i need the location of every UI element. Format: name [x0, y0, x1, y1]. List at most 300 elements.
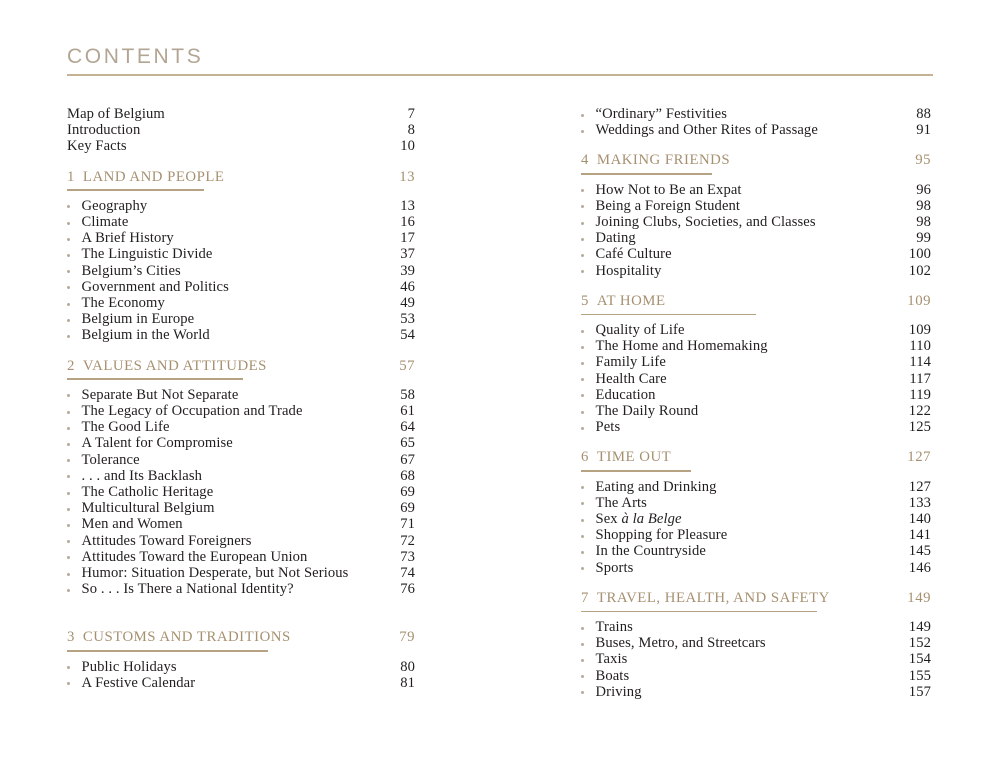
- bullet-dot: [67, 492, 70, 495]
- section-number: 5: [581, 292, 589, 309]
- toc-row: [581, 214, 931, 230]
- toc-entry-label: Tolerance: [81, 451, 140, 468]
- toc-entry-label: Joining Clubs, Societies, and Classes: [595, 214, 816, 231]
- toc-row: [67, 452, 415, 468]
- toc-page-number: 102: [908, 262, 931, 279]
- bullet-dot: [67, 556, 70, 559]
- toc-page-number: 61: [400, 403, 415, 420]
- toc-entry-label: Being a Foreign Student: [595, 197, 741, 214]
- toc-page-number: 76: [400, 581, 415, 598]
- toc-entry-label: How Not to Be an Expat: [595, 181, 742, 198]
- toc-entry-label: Health Care: [595, 370, 667, 387]
- bullet-icon: [67, 333, 82, 338]
- section-underline: [581, 470, 691, 472]
- toc-entry-label: Buses, Metro, and Streetcars: [595, 635, 766, 652]
- toc-entry-label: The Home and Homemaking: [595, 338, 768, 355]
- toc-entry-label: Pets: [595, 419, 621, 436]
- toc-row: [581, 338, 931, 354]
- toc-page-number: 46: [400, 278, 415, 295]
- bullet-icon: [581, 500, 596, 505]
- section-page-number: 127: [907, 449, 931, 466]
- toc-row: [67, 311, 415, 327]
- toc-entry-label: Sports: [595, 559, 634, 576]
- toc-row: [67, 279, 415, 295]
- section-page-number: 149: [907, 589, 931, 606]
- bullet-dot: [581, 346, 584, 349]
- toc-page-number: 69: [400, 484, 415, 501]
- toc-page-number: 69: [400, 500, 415, 517]
- toc-entry-label: In the Countryside: [595, 543, 706, 560]
- bullet-dot: [67, 524, 70, 527]
- toc-row: [581, 419, 931, 435]
- toc-row: [581, 527, 931, 543]
- toc-entry-label: Dating: [595, 230, 636, 247]
- toc-row: [67, 122, 415, 138]
- bullet-icon: [67, 317, 82, 322]
- toc-row: [581, 354, 931, 370]
- toc-page-number: 122: [908, 403, 931, 420]
- bullet-icon: [581, 625, 596, 630]
- toc-page-number: 71: [400, 516, 415, 533]
- toc-page-number: 146: [908, 559, 931, 576]
- toc-row: [67, 138, 415, 154]
- toc-page-number: 49: [400, 295, 415, 312]
- section-title: AT HOME: [596, 292, 666, 309]
- toc-column-right: [581, 106, 931, 700]
- bullet-icon: [581, 641, 596, 646]
- bullet-icon: [67, 220, 82, 225]
- toc-page-number: 8: [407, 122, 415, 139]
- bullet-icon: [581, 328, 596, 333]
- toc-page-number: 119: [909, 386, 931, 403]
- section-underline: [581, 173, 712, 175]
- toc-entry-label: The Economy: [81, 295, 165, 312]
- toc-page-number: 88: [916, 106, 931, 122]
- bullet-dot: [67, 411, 70, 414]
- toc-page-number: 114: [909, 354, 931, 371]
- toc-row: [67, 295, 415, 311]
- bullet-dot: [581, 378, 584, 381]
- bullet-dot: [67, 540, 70, 543]
- bullet-dot: [581, 535, 584, 538]
- bullet-icon: [581, 517, 596, 522]
- toc-page-number: 140: [908, 511, 931, 528]
- toc-page-number: 145: [908, 543, 931, 560]
- section-page-number: 95: [915, 152, 931, 169]
- toc-entry-label: . . . and Its Backlash: [81, 467, 203, 484]
- toc-row: [67, 198, 415, 214]
- section-heading-line: [67, 629, 415, 645]
- section-title: TRAVEL, HEALTH, AND SAFETY: [596, 589, 830, 606]
- toc-row: [67, 246, 415, 262]
- bullet-icon: [581, 409, 596, 414]
- bullet-dot: [581, 114, 584, 117]
- bullet-dot: [581, 411, 584, 414]
- page-title: CONTENTS: [67, 45, 204, 68]
- toc-column-left: [67, 106, 415, 691]
- bullet-icon: [581, 425, 596, 430]
- bullet-dot: [67, 475, 70, 478]
- bullet-dot: [581, 486, 584, 489]
- bullet-dot: [67, 443, 70, 446]
- section-number: 4: [581, 152, 589, 169]
- toc-entry-label-italic: à la Belge: [621, 511, 682, 528]
- bullet-icon: [67, 441, 82, 446]
- toc-page-number: 54: [400, 327, 415, 344]
- bullet-dot: [67, 254, 70, 257]
- toc-entry-label: The Daily Round: [595, 403, 699, 420]
- toc-row: [67, 468, 415, 484]
- bullet-icon: [67, 554, 82, 559]
- toc-page-number: 157: [908, 683, 931, 700]
- bullet-icon: [581, 128, 596, 133]
- section-heading: [67, 629, 415, 651]
- bullet-dot: [67, 682, 70, 685]
- bullet-dot: [581, 330, 584, 333]
- toc-entry-label: Education: [595, 386, 656, 403]
- section-page-number: 13: [399, 168, 415, 185]
- toc-page-number: 141: [908, 527, 931, 544]
- bullet-icon: [581, 392, 596, 397]
- toc-row: [581, 230, 931, 246]
- bullet-dot: [581, 675, 584, 678]
- bullet-dot: [581, 643, 584, 646]
- toc-row: [581, 668, 931, 684]
- toc-page-number: 39: [400, 262, 415, 279]
- bullet-icon: [581, 484, 596, 489]
- section-number: 6: [581, 449, 589, 466]
- bullet-dot: [581, 502, 584, 505]
- toc-entry-label: Trains: [595, 619, 633, 636]
- toc-entry-label: The Arts: [595, 494, 647, 511]
- bullet-dot: [67, 666, 70, 669]
- bullet-dot: [581, 551, 584, 554]
- toc-entry-label: Belgium in the World: [81, 327, 210, 344]
- bullet-icon: [67, 522, 82, 527]
- toc-row: [581, 560, 931, 576]
- toc-entry-label: Introduction: [67, 122, 141, 139]
- bullet-icon: [581, 376, 596, 381]
- section-heading: [581, 152, 931, 174]
- bullet-dot: [581, 270, 584, 273]
- bullet-icon: [67, 473, 82, 478]
- toc-entry-label: Sex à la Belge: [595, 511, 682, 528]
- bullet-icon: [581, 252, 596, 257]
- bullet-icon: [581, 187, 596, 192]
- toc-entry-label: Hospitality: [595, 262, 662, 279]
- section-heading-line: [581, 449, 931, 465]
- toc-entry-label: A Talent for Compromise: [81, 435, 233, 452]
- bullet-icon: [581, 657, 596, 662]
- bullet-dot: [581, 189, 584, 192]
- toc-entry-label: Shopping for Pleasure: [595, 527, 728, 544]
- toc-entry-label: The Linguistic Divide: [81, 246, 213, 263]
- toc-entry-label: The Legacy of Occupation and Trade: [81, 403, 303, 420]
- toc-row: [67, 675, 415, 691]
- toc-row: [67, 419, 415, 435]
- toc-page-number: 16: [400, 214, 415, 231]
- toc-row: [67, 403, 415, 419]
- bullet-dot: [581, 394, 584, 397]
- bullet-dot: [581, 567, 584, 570]
- toc-page-number: 127: [908, 478, 931, 495]
- toc-entry-label: Café Culture: [595, 246, 672, 263]
- toc-entry-label: Government and Politics: [81, 278, 229, 295]
- bullet-icon: [67, 506, 82, 511]
- toc-row: [67, 327, 415, 343]
- bullet-dot: [581, 222, 584, 225]
- bullet-icon: [581, 360, 596, 365]
- bullet-dot: [67, 238, 70, 241]
- toc-row: [581, 182, 931, 198]
- section-heading: [581, 293, 931, 315]
- toc-row: [67, 387, 415, 403]
- toc-entry-label: A Brief History: [81, 230, 174, 247]
- toc-page-number: 152: [908, 635, 931, 652]
- bullet-dot: [581, 254, 584, 257]
- toc-page-number: 58: [400, 386, 415, 403]
- bullet-dot: [581, 519, 584, 522]
- bullet-icon: [67, 268, 82, 273]
- toc-page-number: 74: [400, 565, 415, 582]
- toc-page-number: 81: [400, 674, 415, 691]
- toc-page-number: 99: [916, 230, 931, 247]
- section-title: MAKING FRIENDS: [596, 152, 731, 169]
- toc-page-number: 64: [400, 419, 415, 436]
- bullet-icon: [67, 490, 82, 495]
- bullet-dot: [581, 205, 584, 208]
- toc-row: [581, 198, 931, 214]
- bullet-dot: [67, 303, 70, 306]
- toc-row: [67, 106, 415, 122]
- toc-entry-label: Map of Belgium: [67, 106, 165, 122]
- toc-entry-label: So . . . Is There a National Identity?: [81, 581, 294, 598]
- toc-entry-label: Men and Women: [81, 516, 183, 533]
- bullet-icon: [67, 409, 82, 414]
- toc-page-number: 7: [407, 106, 415, 122]
- toc-page-number: 10: [400, 138, 415, 155]
- toc-entry-label: Weddings and Other Rites of Passage: [595, 122, 818, 139]
- bullet-icon: [581, 549, 596, 554]
- bullet-icon: [581, 533, 596, 538]
- bullet-dot: [581, 362, 584, 365]
- toc-entry-label: Key Facts: [67, 138, 127, 155]
- toc-page-number: 117: [909, 370, 931, 387]
- toc-entry-label: Separate But Not Separate: [81, 386, 239, 403]
- toc-row: [67, 659, 415, 675]
- section-number: 1: [67, 168, 75, 185]
- toc-row: [581, 479, 931, 495]
- toc-row: [67, 263, 415, 279]
- bullet-icon: [67, 538, 82, 543]
- toc-entry-label: Family Life: [595, 354, 666, 371]
- toc-row: [67, 565, 415, 581]
- bullet-icon: [67, 587, 82, 592]
- toc-row: [581, 403, 931, 419]
- section-underline: [67, 378, 243, 380]
- section-heading-line: [67, 169, 415, 185]
- section-underline: [581, 314, 756, 316]
- section-number: 3: [67, 629, 75, 646]
- bullet-dot: [67, 319, 70, 322]
- title-rule: [67, 74, 933, 76]
- bullet-dot: [67, 270, 70, 273]
- toc-page-number: 73: [400, 548, 415, 565]
- toc-row: [67, 484, 415, 500]
- bullet-icon: [581, 220, 596, 225]
- toc-entry-label: Quality of Life: [595, 322, 685, 339]
- bullet-icon: [67, 571, 82, 576]
- bullet-dot: [67, 222, 70, 225]
- bullet-icon: [581, 344, 596, 349]
- toc-page-number: 80: [400, 658, 415, 675]
- toc-page-number: 72: [400, 532, 415, 549]
- toc-entry-label: Multicultural Belgium: [81, 500, 215, 517]
- toc-page-number: 98: [916, 214, 931, 231]
- toc-entry-label: Eating and Drinking: [595, 478, 717, 495]
- toc-entry-label: Attitudes Toward the European Union: [81, 548, 308, 565]
- toc-row: [581, 371, 931, 387]
- bullet-dot: [581, 130, 584, 133]
- toc-page-number: 110: [909, 338, 931, 355]
- section-underline: [581, 611, 817, 613]
- bullet-dot: [67, 427, 70, 430]
- toc-row: [581, 387, 931, 403]
- toc-entry-label: Belgium’s Cities: [81, 262, 181, 279]
- bullet-icon: [67, 664, 82, 669]
- bullet-dot: [581, 659, 584, 662]
- toc-page-number: 154: [908, 651, 931, 668]
- toc-row: [67, 516, 415, 532]
- bullet-dot: [581, 238, 584, 241]
- toc-entry-label: A Festive Calendar: [81, 674, 196, 691]
- toc-entry-label: Attitudes Toward Foreigners: [81, 532, 252, 549]
- toc-entry-label: The Catholic Heritage: [81, 484, 214, 501]
- bullet-dot: [67, 589, 70, 592]
- toc-row: [67, 549, 415, 565]
- section-heading-line: [581, 590, 931, 606]
- section-title: CUSTOMS AND TRADITIONS: [82, 629, 291, 646]
- toc-page-number: 65: [400, 435, 415, 452]
- toc-page-number: 96: [916, 181, 931, 198]
- section-number: 7: [581, 589, 589, 606]
- toc-entry-label: Taxis: [595, 651, 628, 668]
- bullet-icon: [581, 203, 596, 208]
- section-underline: [67, 650, 268, 652]
- bullet-icon: [67, 236, 82, 241]
- toc-row: [581, 511, 931, 527]
- toc-row: [581, 495, 931, 511]
- toc-row: [67, 214, 415, 230]
- toc-page-number: 133: [908, 494, 931, 511]
- bullet-dot: [67, 205, 70, 208]
- bullet-dot: [581, 427, 584, 430]
- toc-row: [581, 106, 931, 122]
- bullet-icon: [67, 284, 82, 289]
- toc-entry-label: Driving: [595, 683, 642, 700]
- bullet-icon: [581, 268, 596, 273]
- toc-page-number: 149: [908, 619, 931, 636]
- bullet-icon: [67, 680, 82, 685]
- bullet-dot: [581, 691, 584, 694]
- toc-page-number: 17: [400, 230, 415, 247]
- bullet-icon: [581, 673, 596, 678]
- toc-row: [581, 322, 931, 338]
- toc-page-number: 91: [916, 122, 931, 139]
- section-page-number: 109: [907, 292, 931, 309]
- bullet-icon: [67, 252, 82, 257]
- section-heading-line: [581, 152, 931, 168]
- bullet-icon: [67, 203, 82, 208]
- toc-entry-label: Belgium in Europe: [81, 311, 195, 328]
- toc-row: [581, 684, 931, 700]
- section-title: TIME OUT: [596, 449, 672, 466]
- section-heading: [67, 169, 415, 191]
- toc-page-number: 100: [908, 246, 931, 263]
- toc-page-number: 13: [400, 197, 415, 214]
- bullet-dot: [67, 573, 70, 576]
- section-heading-line: [581, 293, 931, 309]
- toc-row: [581, 263, 931, 279]
- toc-row: [67, 581, 415, 597]
- toc-entry-label: Public Holidays: [81, 658, 177, 675]
- section-page-number: 79: [399, 629, 415, 646]
- bullet-icon: [67, 425, 82, 430]
- toc-entry-label: “Ordinary” Festivities: [595, 106, 727, 122]
- toc-row: [581, 246, 931, 262]
- bullet-icon: [581, 689, 596, 694]
- bullet-icon: [67, 457, 82, 462]
- bullet-dot: [67, 286, 70, 289]
- section-heading-line: [67, 358, 415, 374]
- toc-entry-label: Geography: [81, 197, 148, 214]
- toc-row: [67, 230, 415, 246]
- toc-row: [581, 543, 931, 559]
- toc-entry-label: Climate: [81, 214, 129, 231]
- toc-page-number: 67: [400, 451, 415, 468]
- toc-entry-label: Boats: [595, 667, 630, 684]
- toc-row: [581, 122, 931, 138]
- bullet-dot: [67, 394, 70, 397]
- section-number: 2: [67, 357, 75, 374]
- bullet-icon: [67, 392, 82, 397]
- section-heading: [581, 590, 931, 612]
- toc-page-number: 98: [916, 197, 931, 214]
- bullet-icon: [67, 301, 82, 306]
- bullet-dot: [67, 508, 70, 511]
- toc-entry-label: The Good Life: [81, 419, 170, 436]
- section-title: VALUES AND ATTITUDES: [82, 357, 267, 374]
- bullet-icon: [581, 112, 596, 117]
- toc-row: [581, 619, 931, 635]
- bullet-icon: [581, 236, 596, 241]
- toc-page-number: 109: [908, 322, 931, 339]
- toc-page-number: 68: [400, 467, 415, 484]
- bullet-dot: [67, 459, 70, 462]
- toc-row: [67, 435, 415, 451]
- toc-page-number: 125: [908, 419, 931, 436]
- toc-page-number: 155: [908, 667, 931, 684]
- toc-page-number: 37: [400, 246, 415, 263]
- section-heading: [67, 358, 415, 380]
- toc-row: [67, 533, 415, 549]
- bullet-icon: [581, 565, 596, 570]
- section-title: LAND AND PEOPLE: [82, 168, 225, 185]
- toc-row: [67, 500, 415, 516]
- section-underline: [67, 189, 204, 191]
- bullet-dot: [67, 335, 70, 338]
- section-page-number: 57: [399, 357, 415, 374]
